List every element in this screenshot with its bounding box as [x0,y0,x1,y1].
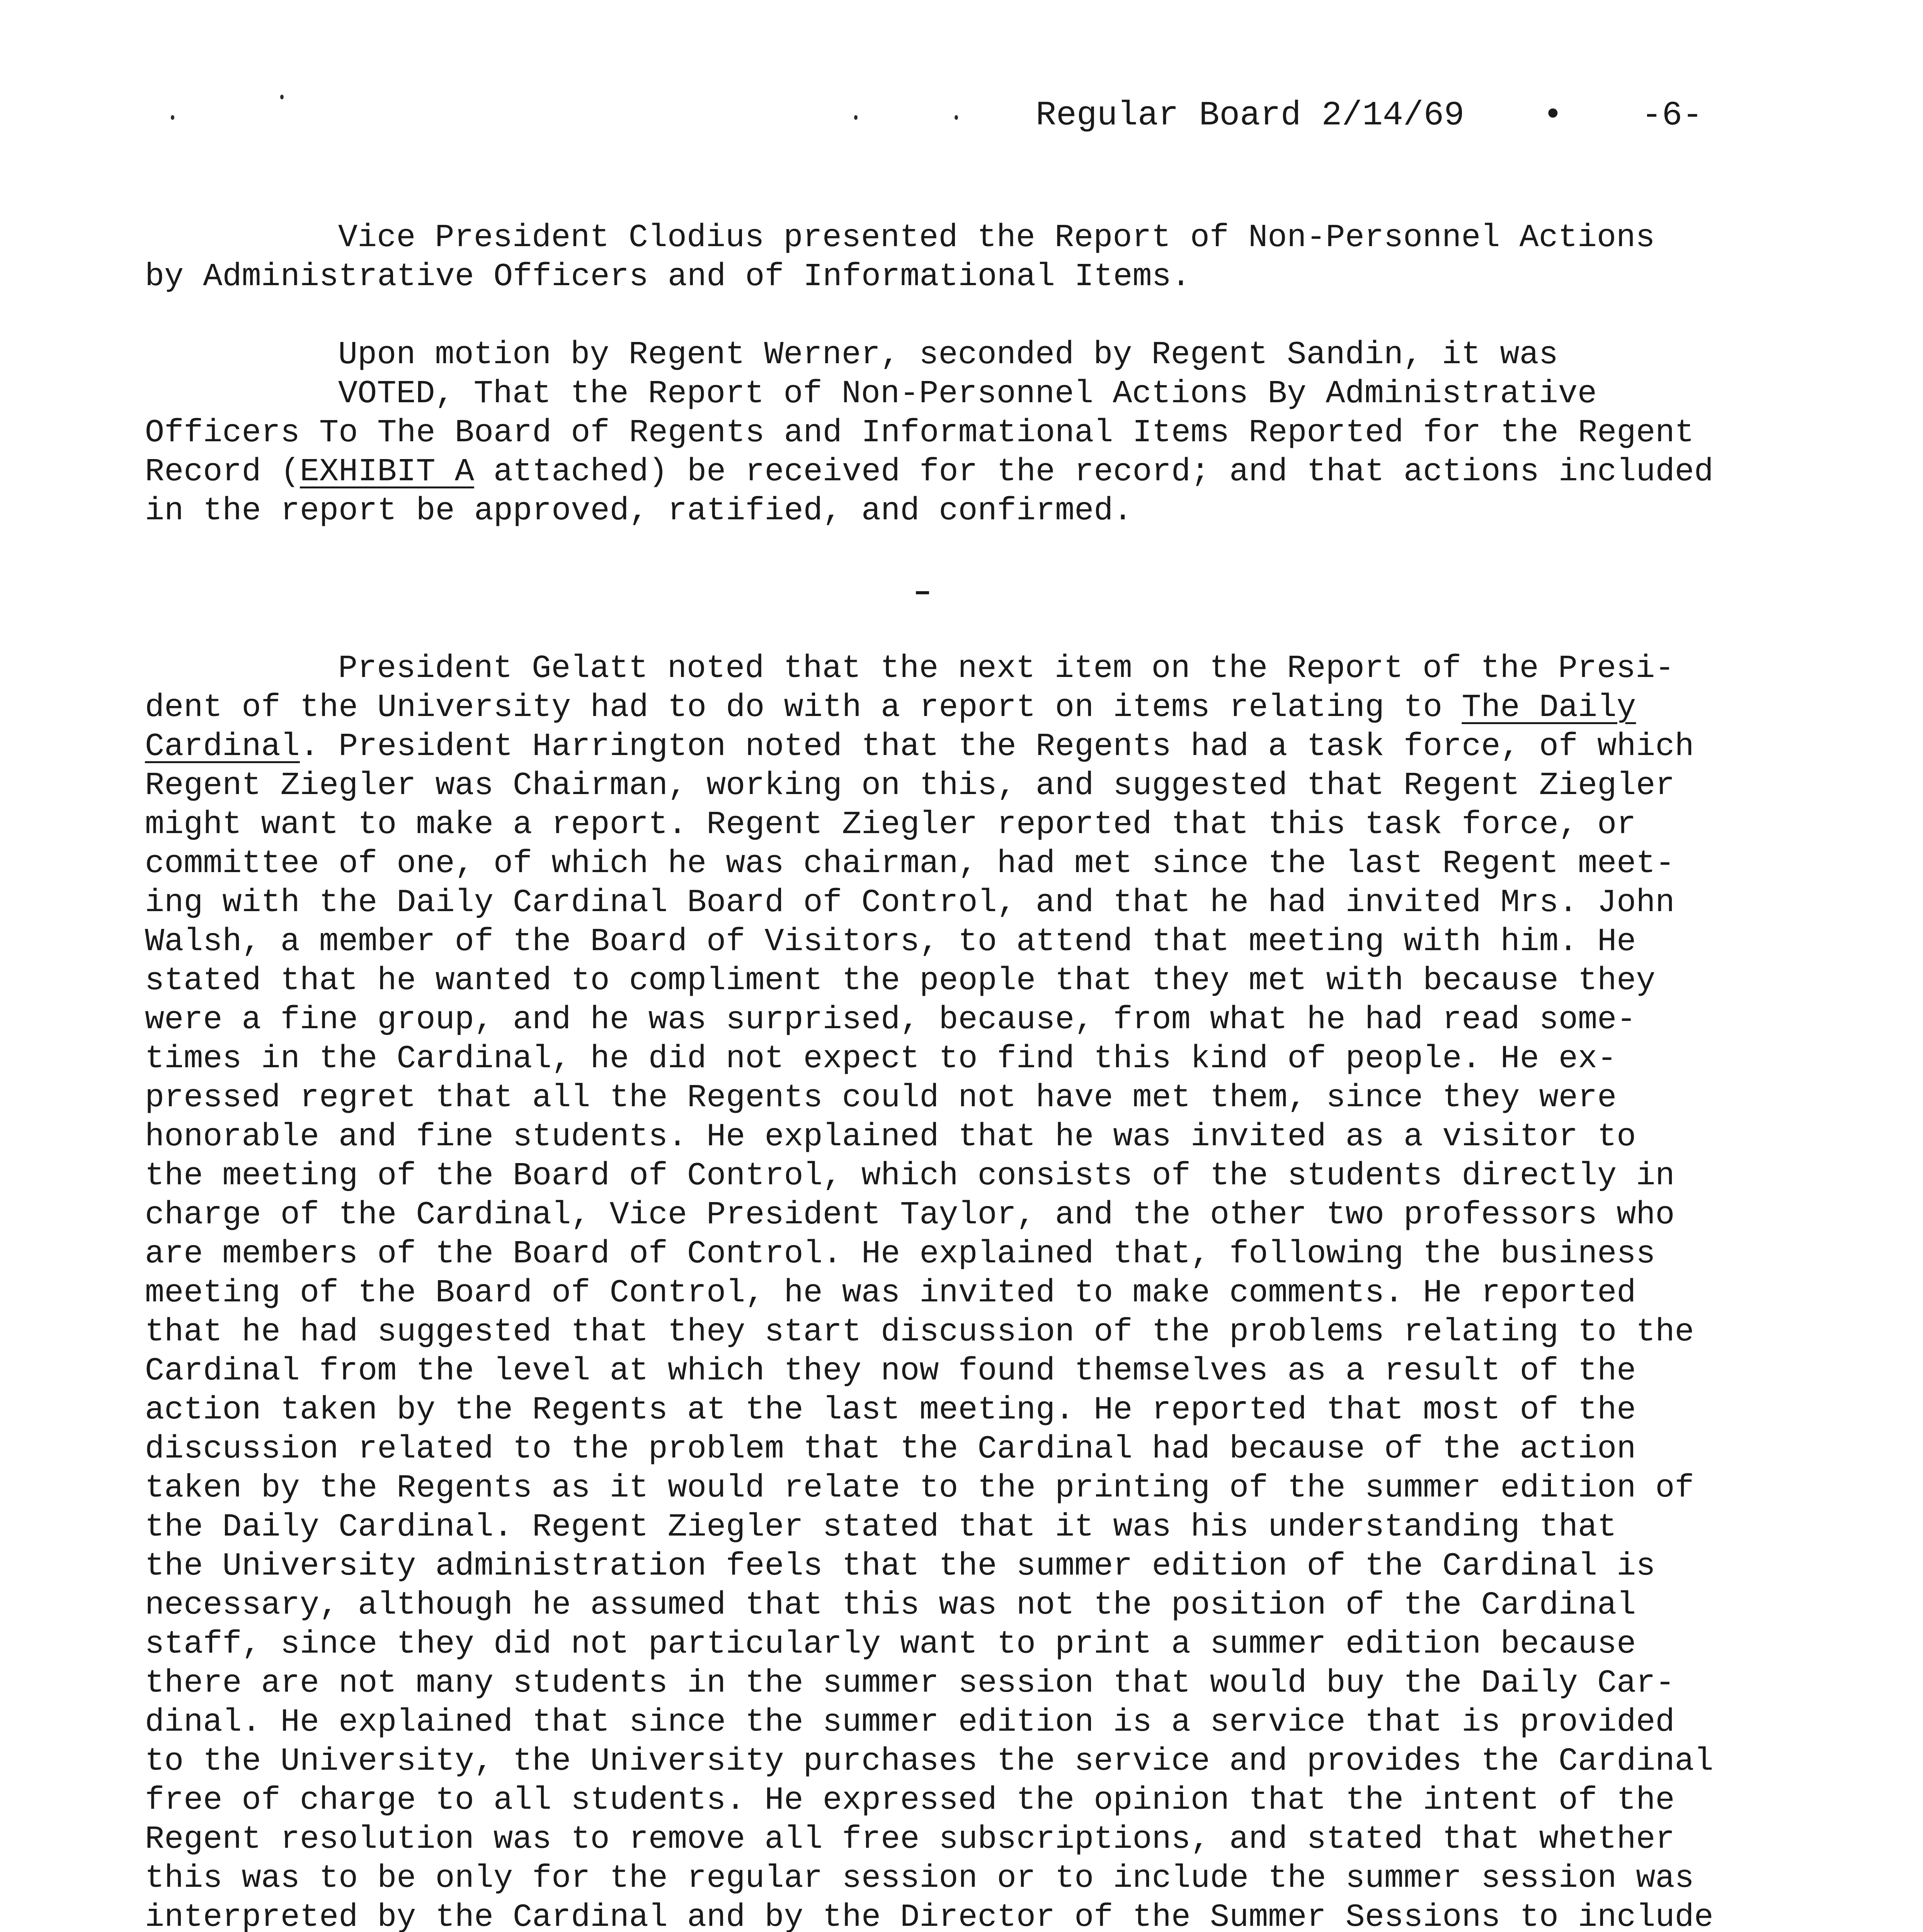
paragraph-line: stated that he wanted to compliment the people that they met with because they [145,963,1656,999]
paragraph-motion [145,335,1718,531]
paragraph-line: pressed regret that all the Regents could not have met them, since they were [145,1080,1617,1116]
scan-speck [955,115,958,120]
paragraph-line: the Daily Cardinal. Regent Ziegler stated that it was his understanding that [145,1509,1617,1546]
paragraph-line: were a fine group, and he was surprised, because, from what he had read some- [145,1002,1636,1038]
paragraph-line: times in the Cardinal, he did not expect to find this kind of people. He ex- [145,1041,1617,1077]
paragraph-line: discussion related to the problem that the Cardinal had because of the action [145,1431,1636,1468]
paragraph-line: the University administration feels that the summer edition of the Cardinal is [145,1548,1656,1585]
paragraph-line: honorable and fine students. He explained that he was invited as a visitor to [145,1119,1636,1155]
paragraph-line: Upon motion by Regent Werner, seconded by Regent Sandin, it was [338,337,1558,373]
paragraph-line: VOTED, That the Report of Non-Personnel Actions By Administrative [338,376,1597,412]
paragraph-line: free of charge to all students. He expressed the opinion that the intent of the [145,1782,1675,1819]
paragraph-line: committee of one, of which he was chairman, had met since the last Regent meet- [145,845,1675,882]
paragraph-line: dinal. He explained that since the summer edition is a service that is provided [145,1704,1675,1741]
paragraph-line [145,688,1718,727]
paragraph-line: this was to be only for the regular session or to include the summer session was [145,1860,1694,1897]
paragraph-line: action taken by the Regents at the last meeting. He reported that most of the [145,1392,1636,1429]
separator-dash [916,591,929,594]
paragraph-line: in the report be approved, ratified, and confirmed. [145,493,1133,529]
paragraph-line: might want to make a report. Regent Ziegler reported that this task force, or [145,806,1636,843]
text-run: . President Harrington noted that the Regents had a task force, of which [300,728,1694,765]
paragraph-line: Vice President Clodius presented the Report of Non-Personnel Actions [338,219,1655,256]
paragraph-line: charge of the Cardinal, Vice President Taylor, and the other two professors who [145,1197,1675,1233]
exhibit-reference: EXHIBIT A [300,454,474,490]
publication-title: Cardinal [145,728,300,765]
paragraph-line: meeting of the Board of Control, he was invited to make comments. He reported [145,1275,1636,1311]
paragraph-line: taken by the Regents as it would relate to the printing of the summer edition of [145,1470,1694,1507]
paragraph-line: Walsh, a member of the Board of Visitors, to attend that meeting with him. He [145,923,1636,960]
paragraph-line [145,727,1718,766]
page-header [1036,97,1703,135]
paragraph-line: to the University, the University purchases the service and provides the Cardinal [145,1743,1714,1780]
paragraph-line: ing with the Daily Cardinal Board of Control, and that he had invited Mrs. John [145,884,1675,921]
paragraph-line [145,452,1718,492]
text-run: Record ( [145,454,300,490]
scan-speck [854,115,858,120]
paragraph-line: Officers To The Board of Regents and Informational Items Reported for the Regent [145,415,1694,451]
header-title: Regular Board 2/14/69 [1036,97,1465,135]
paragraph-line: interpreted by the Cardinal and by the Director of the Summer Sessions to include [145,1899,1714,1932]
paragraph-line: Cardinal from the level at which they now found themselves as a result of the [145,1353,1636,1389]
paragraph-line: necessary, although he assumed that this was not the position of the Cardinal [145,1587,1636,1624]
header-bullet: • [1542,97,1563,135]
text-run: dent of the University had to do with a report on items relating to [145,689,1462,726]
text-run: attached) be received for the record; and that actions included [474,454,1714,490]
paragraph-daily-cardinal-report [145,649,1718,1932]
paragraph-line: Regent resolution was to remove all free subscriptions, and stated that whether [145,1821,1675,1858]
paragraph-line: Regent Ziegler was Chairman, working on this, and suggested that Regent Ziegler [145,767,1675,804]
scan-speck [171,115,174,120]
paragraph-line: are members of the Board of Control. He explained that, following the business [145,1236,1656,1272]
paragraph-line: by Administrative Officers and of Informational Items. [145,259,1191,295]
paragraph-report-presented [145,218,1718,296]
paragraph-line: there are not many students in the summer session that would buy the Daily Car- [145,1665,1675,1702]
publication-title: The Daily [1462,689,1636,726]
paragraph-line: the meeting of the Board of Control, which consists of the students directly in [145,1158,1675,1194]
paragraph-line: President Gelatt noted that the next item on the Report of the Presi- [338,650,1675,687]
paragraph-line: staff, since they did not particularly want to print a summer edition because [145,1626,1636,1663]
scan-speck [280,95,284,99]
paragraph-line: that he had suggested that they start discussion of the problems relating to the [145,1314,1694,1350]
header-page-number: -6- [1641,97,1703,135]
